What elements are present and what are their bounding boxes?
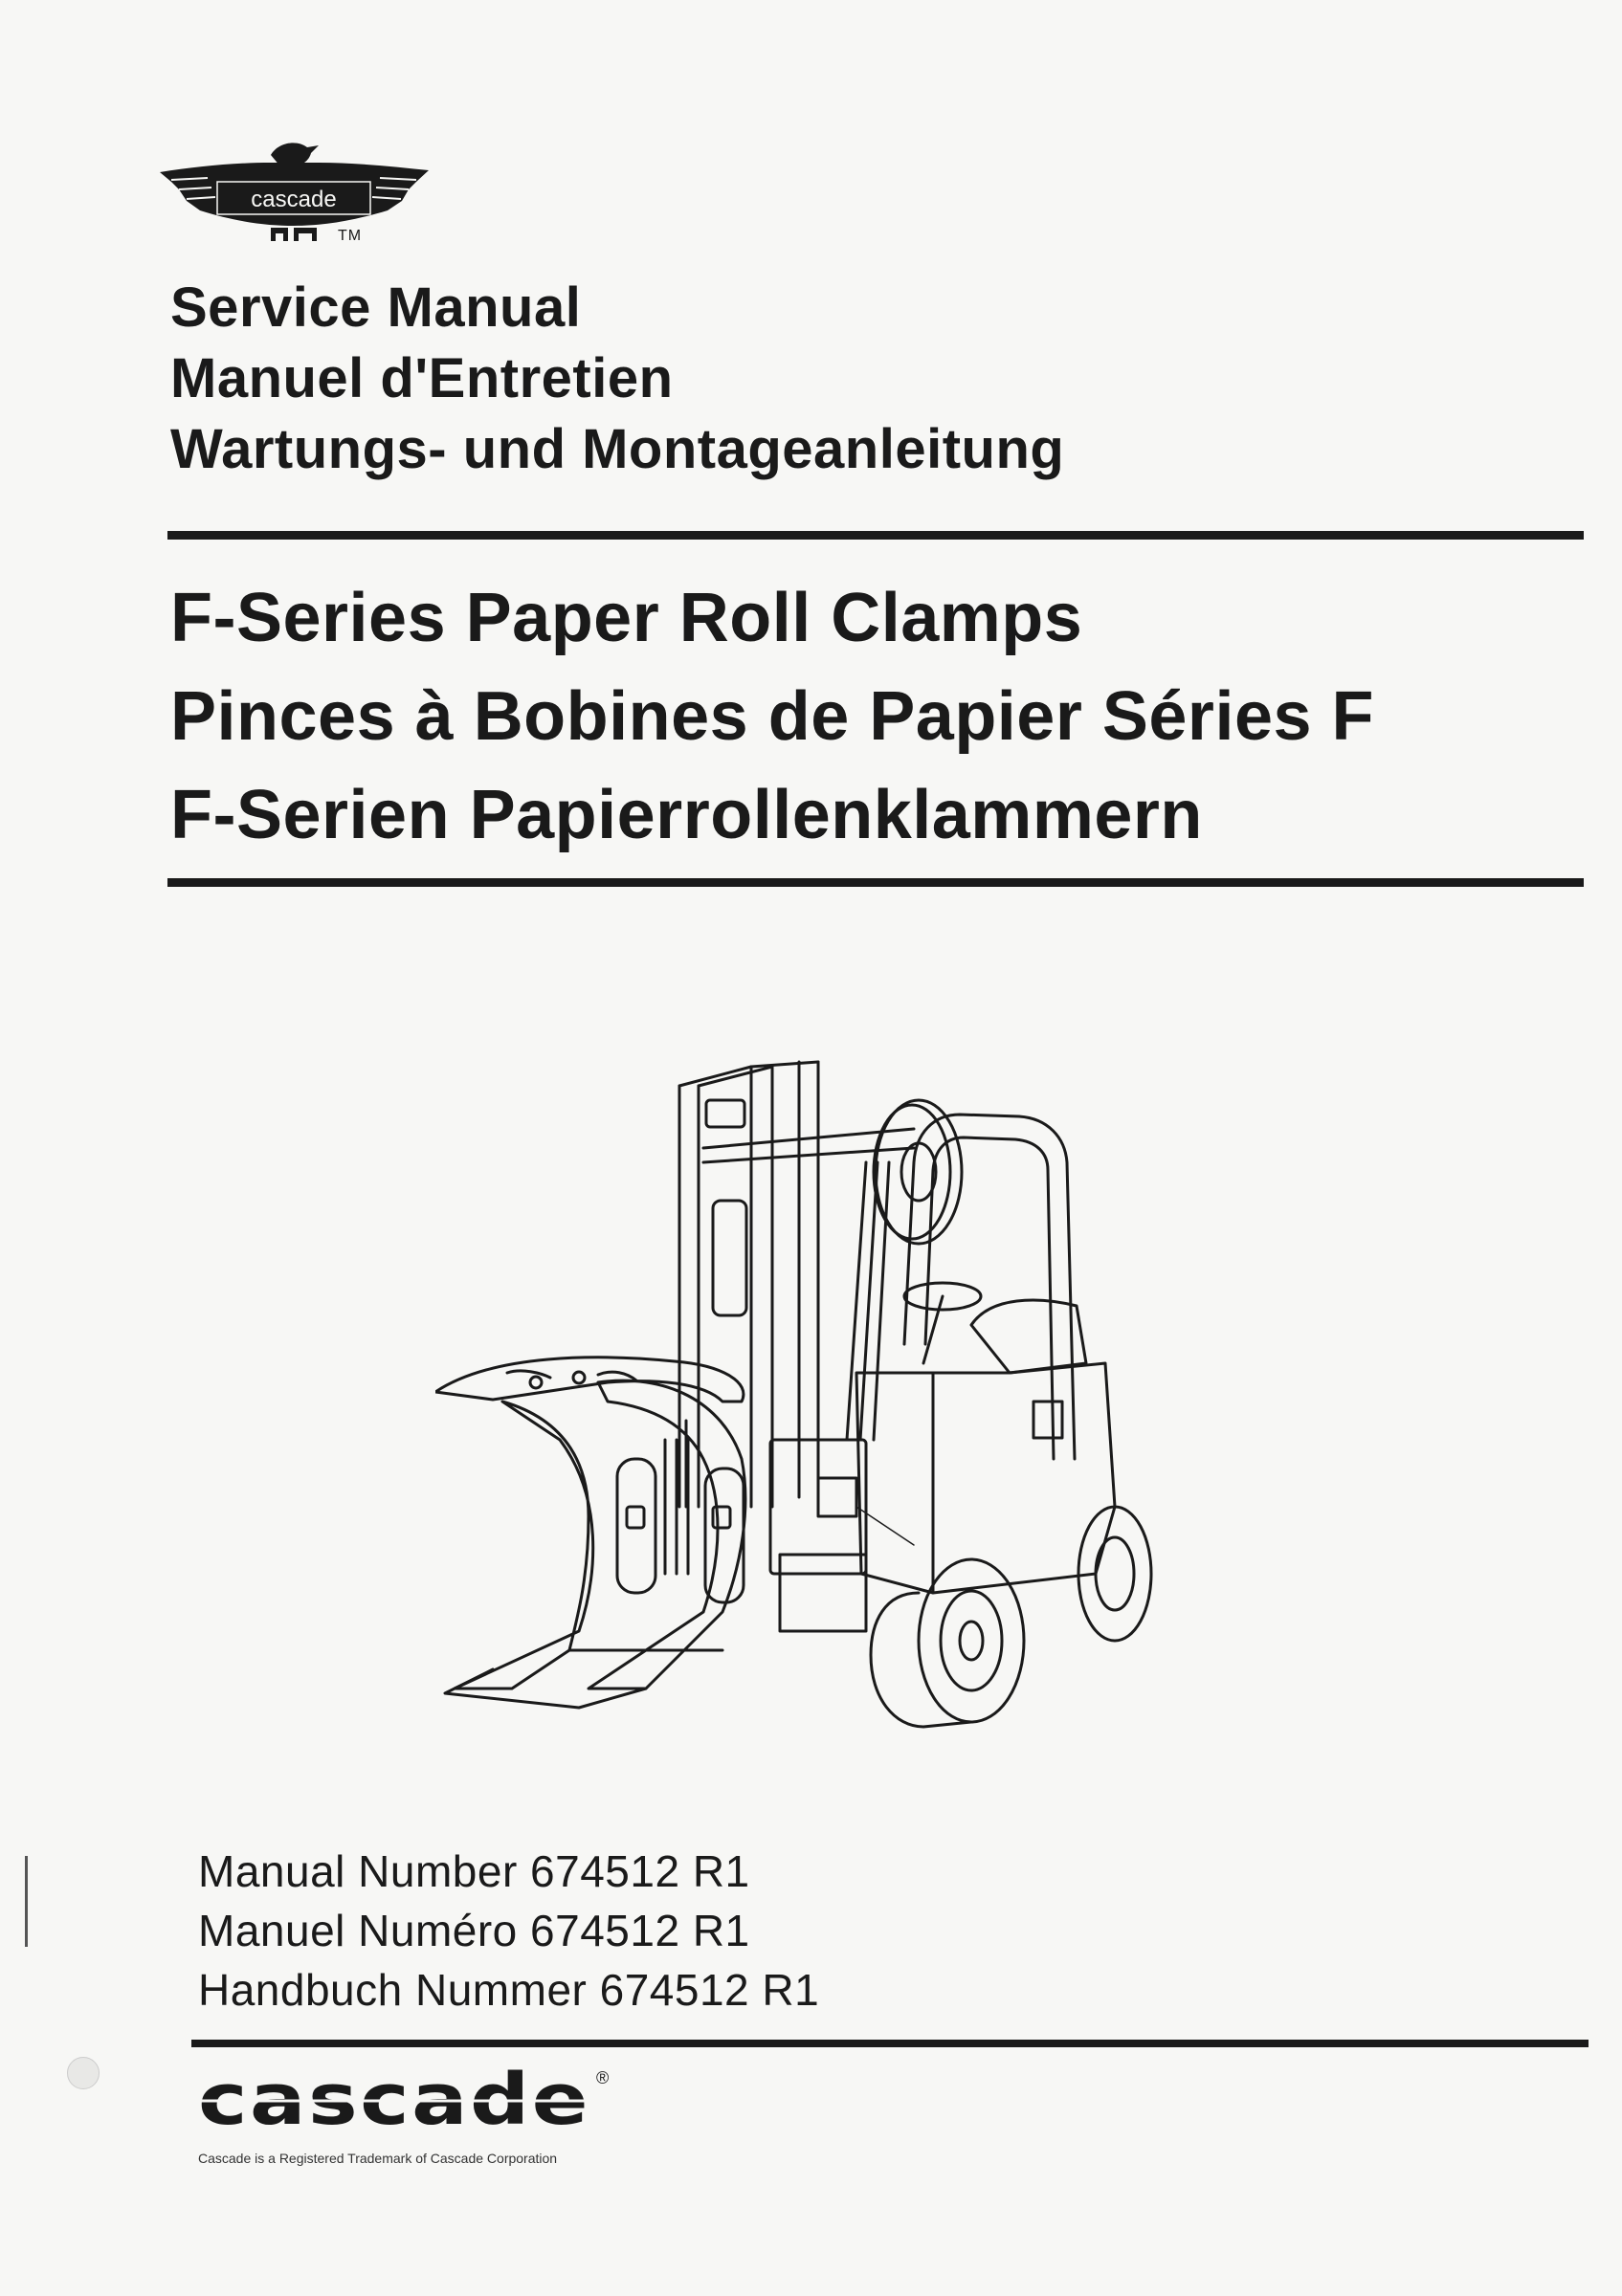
manual-numbers: [198, 1842, 819, 2020]
punch-hole-mark: [67, 2057, 100, 2089]
divider-bottom: [191, 2040, 1589, 2047]
trademark-symbol: TM: [338, 228, 363, 244]
divider-top: [167, 531, 1584, 540]
heading-french: Manuel d'Entretien: [170, 347, 674, 409]
divider-middle: [167, 878, 1584, 887]
logo-bottom-text: cascade: [198, 2064, 590, 2139]
forklift-paper-roll-clamp-icon: [435, 1057, 1163, 1775]
cascade-wordmark-logo: [198, 2064, 619, 2139]
heading-german: Wartungs- und Montageanleitung: [170, 418, 1065, 480]
product-titles: [170, 569, 1374, 865]
manual-number-french: Manuel Numéro 674512 R1: [198, 1906, 750, 1955]
scan-artifact-line: [25, 1856, 28, 1947]
title-french: Pinces à Bobines de Papier Séries F: [170, 678, 1375, 755]
manual-type-headings: [170, 273, 1064, 485]
cascade-eagle-logo: [158, 134, 431, 249]
trademark-footnote: Cascade is a Registered Trademark of Cascade Corporation: [198, 2151, 558, 2166]
manual-number-german: Handbuch Nummer 674512 R1: [198, 1965, 820, 2015]
registered-symbol: ®: [596, 2068, 610, 2087]
manual-number-english: Manual Number 674512 R1: [198, 1846, 750, 1896]
title-german: F-Serien Papierrollenklammern: [170, 777, 1203, 853]
heading-english: Service Manual: [170, 276, 582, 339]
logo-top-text: cascade: [251, 187, 337, 212]
title-english: F-Series Paper Roll Clamps: [170, 580, 1083, 656]
